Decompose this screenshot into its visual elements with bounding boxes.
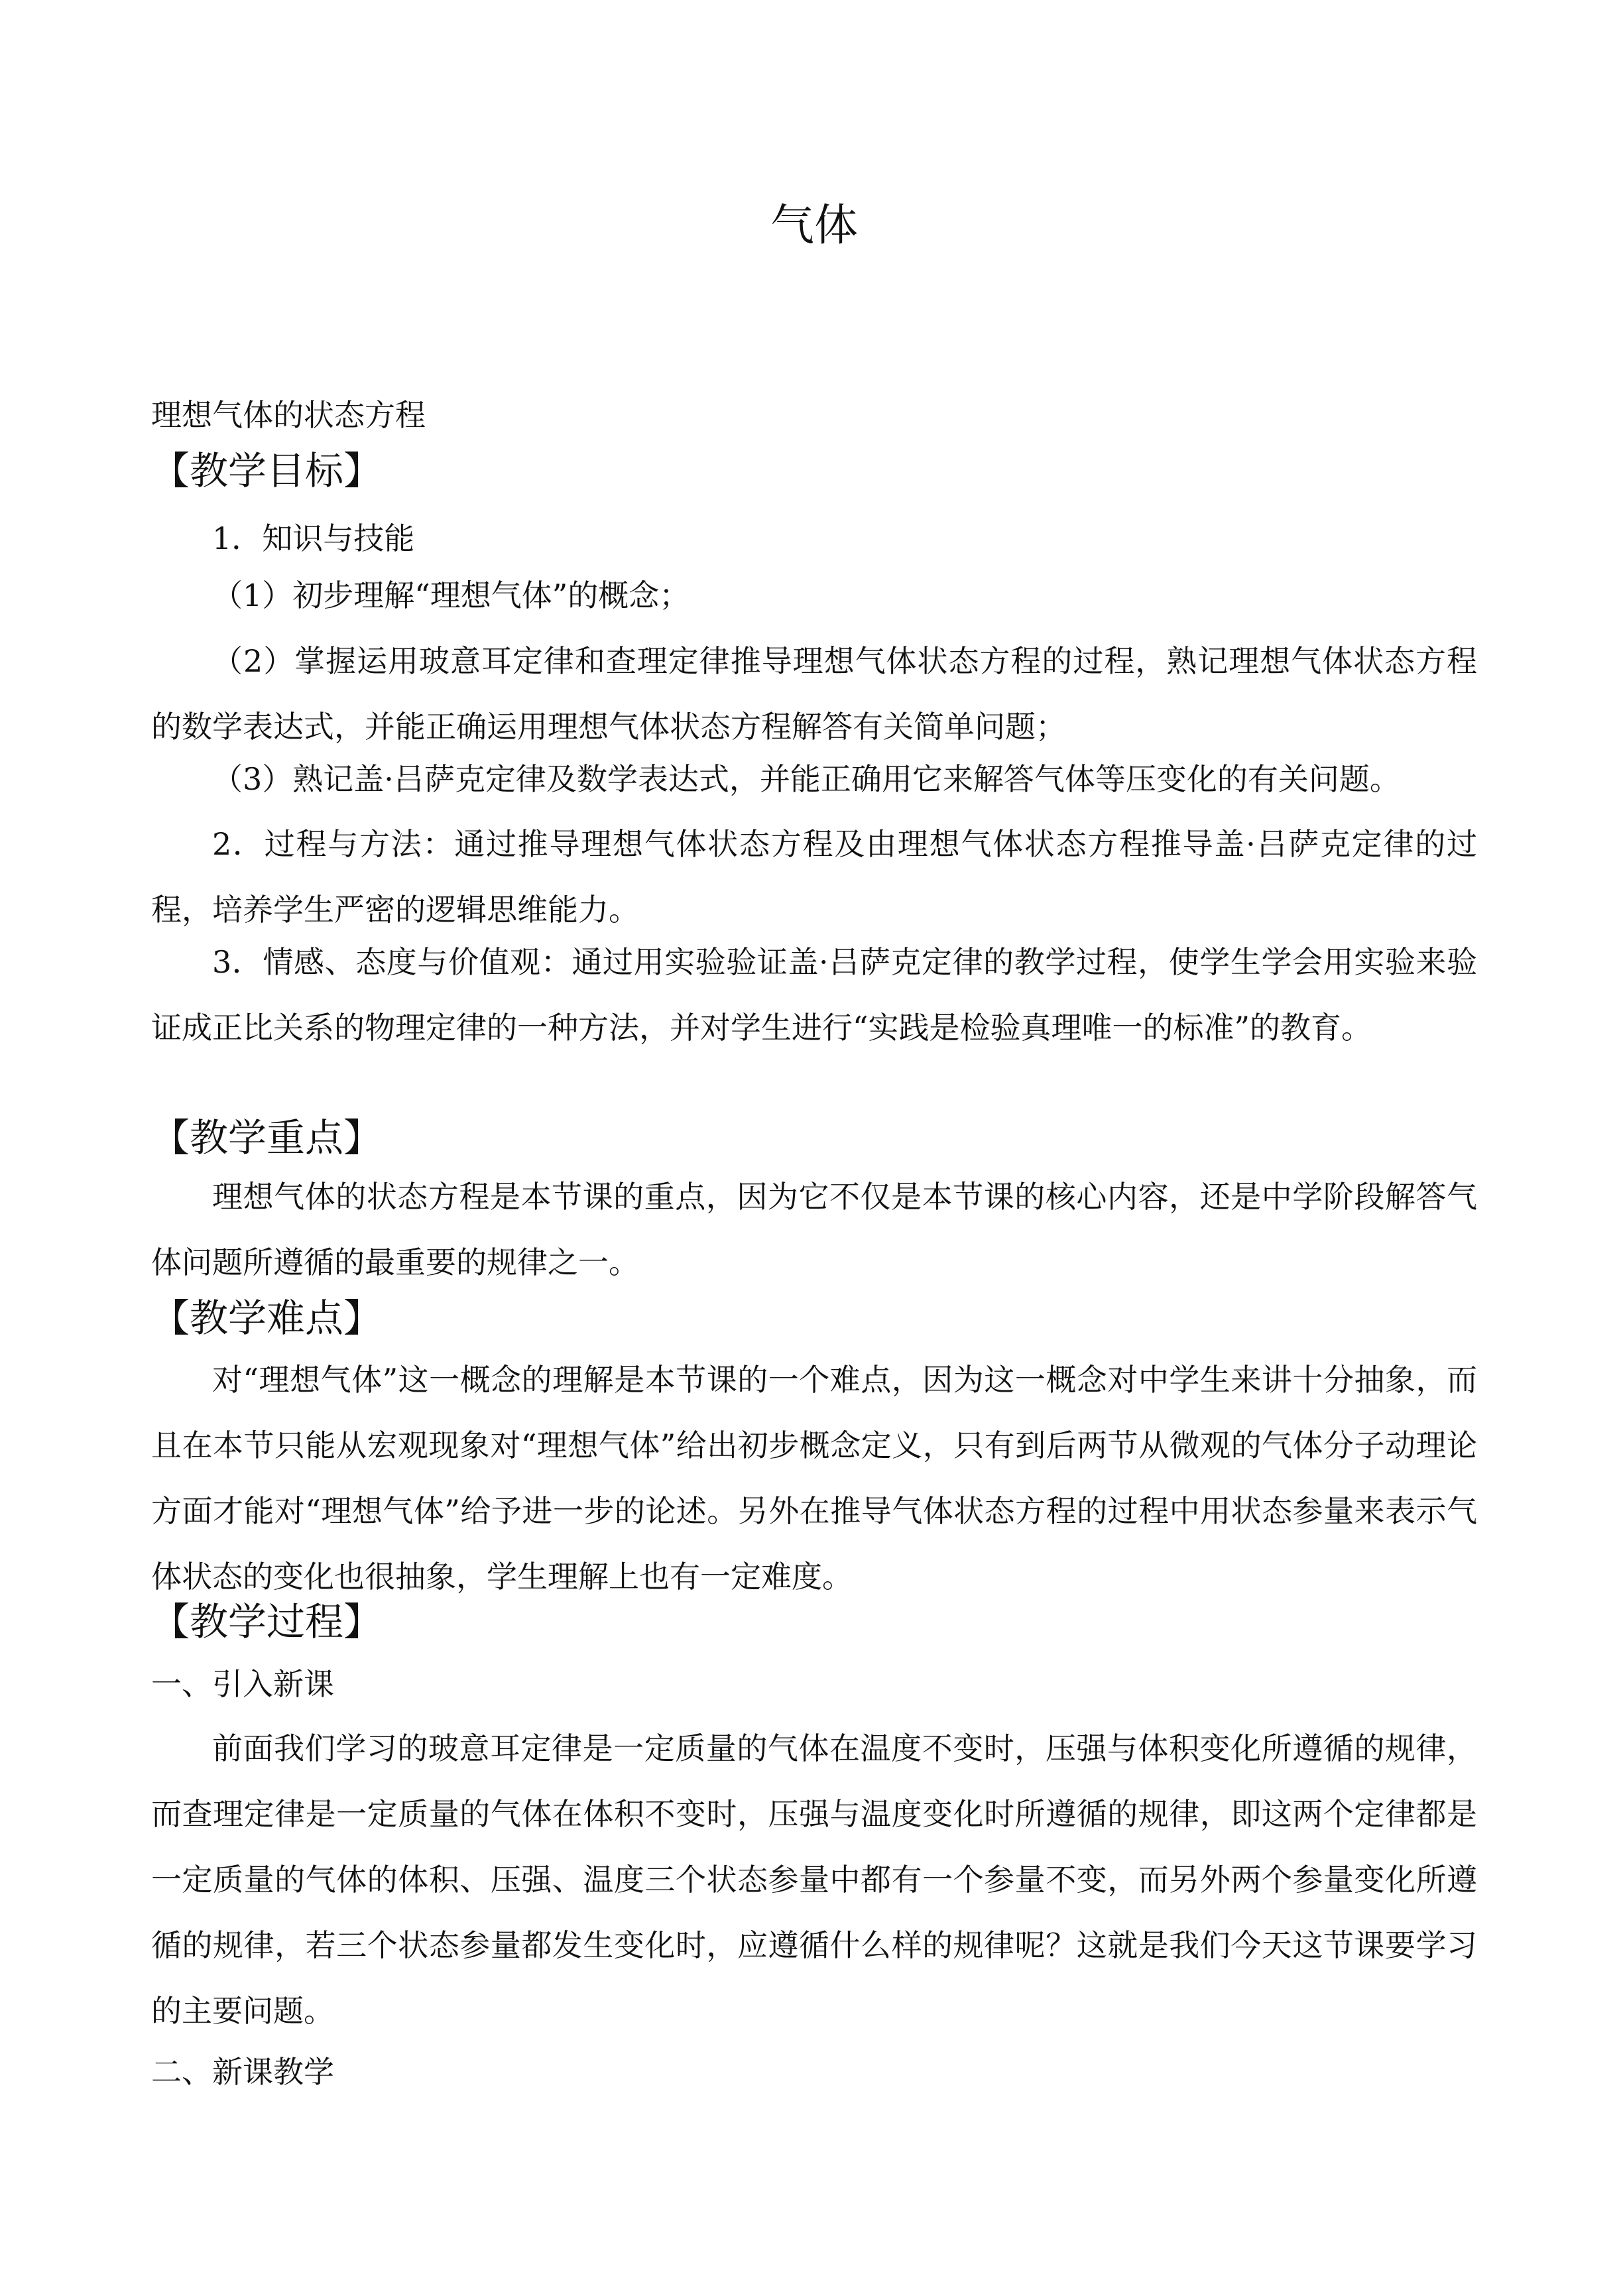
goal-item-1: 1．知识与技能 — [212, 520, 415, 556]
key-points-text: 理想气体的状态方程是本节课的重点，因为它不仅是本节课的核心内容，还是中学阶段解答气体问题所遵循的最重要的规律之一。 — [151, 1179, 1477, 1280]
process-part2-title: 二、新课教学 — [151, 2054, 334, 2090]
goal-item-2: 2．过程与方法：通过推导理想气体状态方程及由理想气体状态方程推导盖·吕萨克定律的过程，培养学生严密的逻辑思维能力。 — [151, 826, 1477, 928]
section-subtitle: 理想气体的状态方程 — [151, 397, 426, 433]
difficulties-text: 对“理想气体”这一概念的理解是本节课的一个难点，因为这一概念对中学生来讲十分抽象，而且在本节只能从宏观现象对“理想气体”给出初步概念定义，只有到后两节从微观的气体分子动理论方面才能对“理想气体”给予进一步的论述。另外在推导气体状态方程的过程中用状态参量来表示气体状态的变化也很抽象，学生理解上也有一定难度。 — [151, 1362, 1477, 1595]
heading-teaching-process: 【教学过程】 — [151, 1599, 383, 1644]
process-part1-title: 一、引入新课 — [151, 1666, 334, 1702]
heading-key-points: 【教学重点】 — [151, 1115, 383, 1160]
document-title: 气体 — [770, 200, 858, 251]
process-part1-text: 前面我们学习的玻意耳定律是一定质量的气体在温度不变时，压强与体积变化所遵循的规律，而查理定律是一定质量的气体在体积不变时，压强与温度变化时所遵循的规律，即这两个定律都是一定质量的气体的体积、压强、温度三个状态参量中都有一个参量不变，而另外两个参量变化所遵循的规律，若三个状态参量都发生变化时，应遵循什么样的规律呢？这就是我们今天这节课要学习的主要问题。 — [151, 1730, 1477, 2029]
goal-item-1-2: （2）掌握运用玻意耳定律和查理定律推导理想气体状态方程的过程，熟记理想气体状态方程的数学表达式，并能正确运用理想气体状态方程解答有关简单问题； — [151, 643, 1477, 745]
goal-item-1-3: （3）熟记盖·吕萨克定律及数学表达式，并能正确用它来解答气体等压变化的有关问题。 — [212, 761, 1400, 797]
heading-difficulties: 【教学难点】 — [151, 1296, 383, 1341]
heading-teaching-goals: 【教学目标】 — [151, 448, 383, 493]
goal-item-1-1: （1）初步理解“理想气体”的概念； — [212, 577, 690, 613]
goal-item-3: 3．情感、态度与价值观：通过用实验验证盖·吕萨克定律的教学过程，使学生学会用实验来验证成正比关系的物理定律的一种方法，并对学生进行“实践是检验真理唯一的标准”的教育。 — [151, 944, 1477, 1046]
